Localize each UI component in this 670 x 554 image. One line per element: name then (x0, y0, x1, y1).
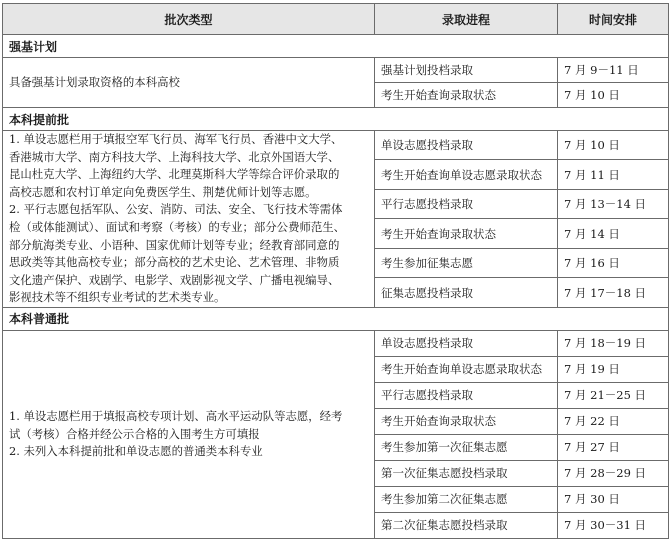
process-step-cell: 考生参加第二次征集志愿 (375, 486, 558, 512)
process-step-cell: 考生开始查询录取状态 (375, 83, 558, 108)
process-step-cell: 强基计划投档录取 (375, 58, 558, 83)
table-row (3, 131, 669, 160)
header-time: 时间安排 (558, 4, 669, 35)
process-step-cell: 考生开始查询单设志愿录取状态 (375, 160, 558, 189)
scope-line: 1. 单设志愿栏用于填报空军飞行员、海军飞行员、香港中文大学、 (9, 132, 343, 146)
time-cell: 7 月 27 日 (558, 434, 669, 460)
section-title: 强基计划 (3, 35, 669, 58)
scope-line: 昆山杜克大学、上海纽约大学、北理莫斯科大学等综合评价录取的 (9, 167, 340, 182)
header-category: 批次类型 (3, 4, 375, 35)
section-scope-cell (3, 131, 375, 308)
scope-line: 香港城市大学、南方科技大学、上海科技大学、北京外国语大学、 (9, 149, 340, 164)
time-cell: 7 月 10 日 (558, 131, 669, 160)
process-step-cell: 考生参加第一次征集志愿 (375, 434, 558, 460)
time-cell: 7 月 28－29 日 (558, 460, 669, 486)
scope-line: 检（或体能测试）、面试和考察（考核）的专业；部分公费师范生、 (9, 219, 346, 234)
process-step-cell: 考生参加征集志愿 (375, 248, 558, 277)
process-step-cell: 第二次征集志愿投档录取 (375, 512, 558, 538)
time-cell: 7 月 19 日 (558, 356, 669, 382)
section-scope-cell (3, 58, 375, 108)
table-header-row (3, 4, 669, 35)
admission-schedule-table (2, 3, 669, 539)
table-row (3, 330, 669, 356)
scope-line: 影视技术等不组织专业考试的艺术类专业。 (9, 290, 226, 305)
time-cell: 7 月 9－11 日 (558, 58, 669, 83)
time-cell: 7 月 30－31 日 (558, 512, 669, 538)
time-cell: 7 月 11 日 (558, 160, 669, 189)
time-cell: 7 月 16 日 (558, 248, 669, 277)
section-scope-cell (3, 330, 375, 538)
process-step-cell: 单设志愿投档录取 (375, 131, 558, 160)
scope-line: 文化遗产保护、戏剧学、电影学、戏剧影视文学、广播电视编导、 (9, 272, 340, 287)
table-row (3, 58, 669, 83)
section-title: 本科提前批 (3, 108, 669, 131)
process-step-cell: 考生开始查询录取状态 (375, 219, 558, 248)
scope-line: 具备强基计划录取资格的本科高校 (9, 74, 180, 89)
scope-line: 试（考核）合格并经公示合格的入围考生方可填报 (9, 426, 260, 441)
scope-line: 2. 平行志愿包括军队、公安、消防、司法、安全、飞行技术等需体 (9, 202, 343, 217)
section-header-row (3, 307, 669, 330)
section-title: 本科普通批 (3, 307, 669, 330)
process-step-cell: 考生开始查询录取状态 (375, 408, 558, 434)
process-step-cell: 单设志愿投档录取 (375, 330, 558, 356)
scope-line: 思政类等其他高校专业；部分高校的艺术史论、艺术管理、非物质 (9, 255, 340, 270)
time-cell: 7 月 17－18 日 (558, 278, 669, 308)
table-body (3, 35, 669, 539)
scope-line: 2. 未列入本科提前批和单设志愿的普通类本科专业 (9, 444, 263, 459)
scope-line: 高校志愿和农村订单定向免费医学生、荆楚优师计划等志愿。 (9, 184, 317, 199)
section-header-row (3, 108, 669, 131)
time-cell: 7 月 21－25 日 (558, 382, 669, 408)
process-step-cell: 平行志愿投档录取 (375, 189, 558, 218)
header-process: 录取进程 (375, 4, 558, 35)
scope-line: 1. 单设志愿栏用于填报高校专项计划、高水平运动队等志愿，经考 (9, 409, 343, 424)
process-step-cell: 平行志愿投档录取 (375, 382, 558, 408)
time-cell: 7 月 13－14 日 (558, 189, 669, 218)
process-step-cell: 第一次征集志愿投档录取 (375, 460, 558, 486)
section-header-row (3, 35, 669, 58)
process-step-cell: 征集志愿投档录取 (375, 278, 558, 308)
time-cell: 7 月 30 日 (558, 486, 669, 512)
scope-line: 部分航海类专业、小语种、国家优师计划等专业；经教育部同意的 (9, 237, 340, 252)
time-cell: 7 月 10 日 (558, 83, 669, 108)
time-cell: 7 月 22 日 (558, 408, 669, 434)
time-cell: 7 月 14 日 (558, 219, 669, 248)
time-cell: 7 月 18－19 日 (558, 330, 669, 356)
process-step-cell: 考生开始查询单设志愿录取状态 (375, 356, 558, 382)
